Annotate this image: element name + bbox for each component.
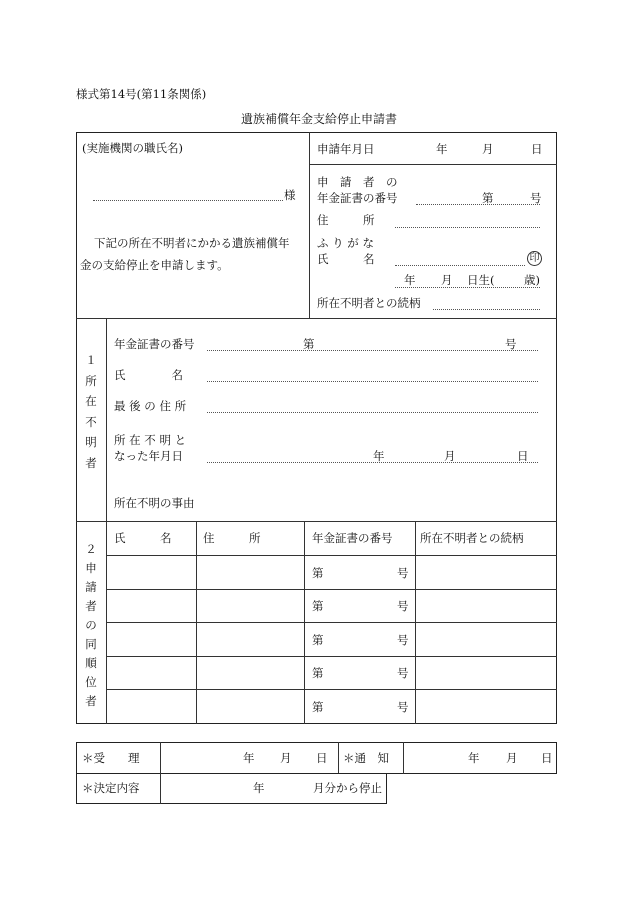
section1-reason-label: 所在不明の事由	[114, 496, 195, 510]
table-row-2-dai: 第	[312, 599, 324, 613]
decision-label: ＊決定内容	[82, 781, 140, 795]
applicant-label-line1: 申 請 者 の	[317, 175, 398, 189]
decision-year: 年	[253, 781, 265, 795]
applicant-name-line[interactable]	[395, 265, 525, 266]
body-text-line1: 下記の所在不明者にかかる遺族補償年	[94, 236, 290, 250]
date-row-divider	[309, 164, 557, 165]
table-header-cert: 年金証書の番号	[312, 531, 393, 545]
section1-last-address-label: 最 後 の 住 所	[114, 399, 187, 413]
applicant-cert-line[interactable]	[416, 204, 540, 205]
relation-line[interactable]	[433, 309, 540, 310]
divider-section1-section2	[76, 521, 557, 522]
notice-label: ＊通 知	[343, 751, 389, 765]
section1-cert-label: 年金証書の番号	[114, 337, 195, 351]
agency-name-line[interactable]	[93, 200, 283, 201]
section2-side-label: ２ 申 請 者 の 同 順 位 者	[85, 542, 97, 708]
birth-year: 年	[404, 273, 416, 287]
side-label-divider	[106, 318, 107, 724]
notice-year: 年	[468, 751, 480, 765]
birth-age: 歳)	[524, 273, 540, 287]
body-text-line2: 金の支給停止を申請します。	[80, 258, 229, 272]
application-date-label: 申請年月日	[317, 142, 375, 156]
application-date-month: 月	[482, 142, 494, 156]
section1-name-label: 氏 名	[114, 368, 183, 382]
applicant-address-line[interactable]	[395, 227, 540, 228]
table-row-divider-1	[106, 555, 557, 556]
agency-label: (実施機関の職氏名)	[82, 141, 183, 155]
received-label: ＊受 理	[82, 751, 140, 765]
table-row-4-dai: 第	[312, 666, 324, 680]
application-date-day: 日	[531, 142, 543, 156]
relation-label: 所在不明者との続柄	[317, 296, 421, 310]
received-day: 日	[316, 751, 328, 765]
table-row-divider-4	[106, 656, 557, 657]
section1-last-address-line[interactable]	[207, 412, 538, 413]
birth-month: 月	[441, 273, 453, 287]
table-row-1-dai: 第	[312, 566, 324, 580]
received-divider-1	[160, 742, 161, 774]
section1-missing-year: 年	[373, 449, 385, 463]
table-row-3-go: 号	[397, 633, 409, 647]
section1-missing-month: 月	[444, 449, 456, 463]
received-divider-3	[403, 742, 404, 774]
table-row-divider-3	[106, 622, 557, 623]
section1-missing-label-line2: なった年月日	[114, 449, 183, 463]
section1-side-label: １ 所 在 不 明 者	[85, 353, 97, 470]
table-row-1-go: 号	[397, 566, 409, 580]
table-row-2-go: 号	[397, 599, 409, 613]
applicant-name-label: 氏 名	[317, 252, 375, 266]
top-vertical-divider	[309, 132, 310, 318]
table-header-name: 氏 名	[114, 531, 172, 545]
applicant-cert-dai: 第	[482, 191, 494, 205]
section1-cert-line[interactable]	[207, 350, 538, 351]
section1-missing-label-line1: 所 在 不 明 と	[114, 433, 187, 447]
form-number: 様式第14号(第11条関係)	[76, 87, 207, 101]
application-date-year: 年	[436, 142, 448, 156]
section1-cert-dai: 第	[303, 337, 315, 351]
received-divider-2	[338, 742, 339, 774]
section1-cert-go: 号	[505, 337, 517, 351]
section1-missing-day: 日	[517, 449, 529, 463]
table-row-divider-2	[106, 589, 557, 590]
applicant-furigana-label: ふ り が な	[317, 236, 374, 250]
birth-day: 日生(	[467, 273, 495, 287]
received-month: 月	[280, 751, 292, 765]
table-row-4-go: 号	[397, 666, 409, 680]
decision-divider	[160, 773, 161, 804]
decision-month-tail: 月分から停止	[313, 781, 382, 795]
seal-icon: 印	[527, 251, 542, 266]
notice-day: 日	[541, 751, 553, 765]
notice-month: 月	[506, 751, 518, 765]
table-row-divider-5	[106, 689, 557, 690]
sama-label: 様	[284, 188, 296, 202]
table-header-relation: 所在不明者との続柄	[420, 531, 524, 545]
table-row-5-dai: 第	[312, 700, 324, 714]
applicant-address-label: 住 所	[317, 213, 375, 227]
applicant-cert-go: 号	[530, 191, 542, 205]
applicant-birth-line[interactable]	[395, 287, 540, 288]
received-year: 年	[243, 751, 255, 765]
table-header-address: 住 所	[203, 531, 261, 545]
applicant-label-line2: 年金証書の番号	[317, 191, 398, 205]
form-title: 遺族補償年金支給停止申請書	[241, 112, 398, 126]
divider-top-section1	[76, 318, 557, 319]
section1-name-line[interactable]	[207, 381, 538, 382]
table-row-5-go: 号	[397, 700, 409, 714]
table-row-3-dai: 第	[312, 633, 324, 647]
